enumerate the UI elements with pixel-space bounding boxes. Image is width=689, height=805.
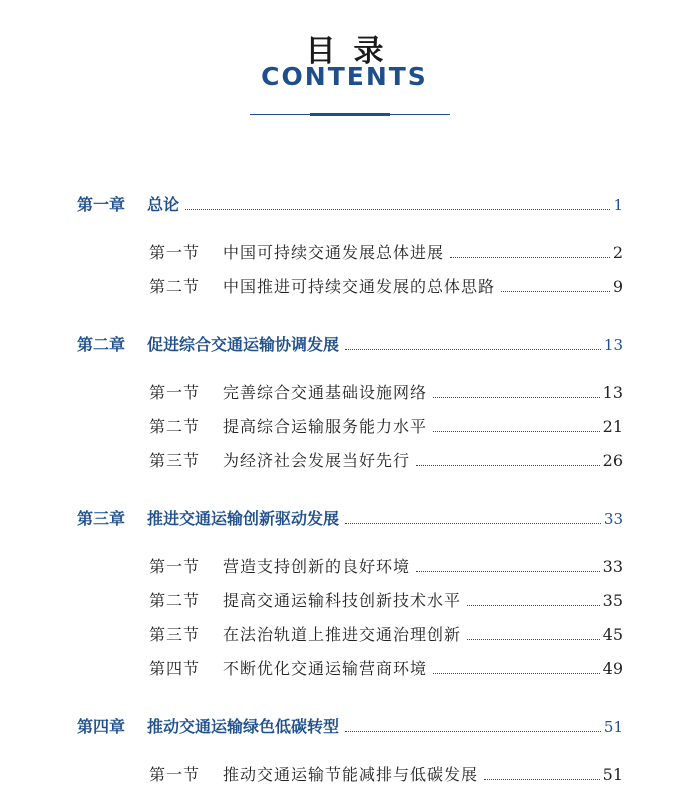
- section-label: 第一节: [149, 557, 201, 576]
- toc-chapter-1[interactable]: [77, 192, 623, 215]
- dot-leader: [467, 638, 600, 640]
- dot-leader: [345, 348, 601, 350]
- section-label: 第一节: [149, 765, 201, 784]
- page-number: 35: [602, 591, 623, 610]
- page-number: 13: [602, 383, 623, 402]
- section-label: 第二节: [149, 417, 201, 436]
- page-number: 2: [612, 243, 623, 262]
- toc-section[interactable]: [149, 762, 623, 785]
- dot-leader: [467, 604, 600, 606]
- section-label: 第一节: [149, 383, 201, 402]
- page-number: 13: [603, 336, 623, 354]
- dot-leader: [416, 570, 600, 572]
- page-number: 21: [602, 417, 623, 436]
- section-label: 第二节: [149, 277, 201, 296]
- chapter-label: 第二章: [77, 335, 126, 354]
- section-title: 在法治轨道上推进交通治理创新: [223, 625, 462, 644]
- page-number: 33: [602, 557, 623, 576]
- section-label: 第三节: [149, 451, 201, 470]
- page-number: 51: [603, 718, 623, 736]
- toc-section[interactable]: [149, 380, 623, 403]
- page-number: 26: [602, 451, 623, 470]
- dot-leader: [501, 290, 610, 292]
- chapter-title: 促进综合交通运输协调发展: [147, 335, 340, 354]
- section-label: 第三节: [149, 625, 201, 644]
- section-title: 完善综合交通基础设施网络: [223, 383, 428, 402]
- section-title: 不断优化交通运输营商环境: [223, 659, 428, 678]
- section-title: 营造支持创新的良好环境: [223, 557, 411, 576]
- title-divider-accent: [310, 113, 390, 116]
- toc-chapter-2[interactable]: [77, 332, 623, 355]
- chapter-title: 推动交通运输绿色低碳转型: [147, 717, 340, 736]
- page-number: 51: [602, 765, 623, 784]
- section-title: 中国推进可持续交通发展的总体思路: [223, 277, 496, 296]
- page-number: 45: [602, 625, 623, 644]
- dot-leader: [450, 256, 610, 258]
- toc-section[interactable]: [149, 554, 623, 577]
- section-label: 第二节: [149, 591, 201, 610]
- section-title: 提高综合运输服务能力水平: [223, 417, 428, 436]
- toc-section[interactable]: [149, 274, 623, 297]
- section-title: 推动交通运输节能减排与低碳发展: [223, 765, 479, 784]
- chapter-label: 第三章: [77, 509, 126, 528]
- chapter-title: 推进交通运输创新驱动发展: [147, 509, 340, 528]
- section-label: 第一节: [149, 243, 201, 262]
- dot-leader: [433, 672, 600, 674]
- toc-chapter-3[interactable]: [77, 506, 623, 529]
- section-title: 为经济社会发展当好先行: [223, 451, 411, 470]
- dot-leader: [345, 730, 601, 732]
- toc-chapter-4[interactable]: [77, 714, 623, 737]
- toc-section[interactable]: [149, 414, 623, 437]
- toc-section[interactable]: [149, 588, 623, 611]
- page-title: 目录: [305, 34, 402, 69]
- section-label: 第四节: [149, 659, 201, 678]
- page-number: 1: [613, 196, 623, 214]
- chapter-label: 第四章: [77, 717, 126, 736]
- dot-leader: [345, 522, 601, 524]
- dot-leader: [185, 208, 610, 210]
- chapter-title: 总论: [147, 195, 180, 214]
- toc-section[interactable]: [149, 656, 623, 679]
- chapter-label: 第一章: [77, 195, 126, 214]
- page-number: 9: [612, 277, 623, 296]
- page-number: 49: [602, 659, 623, 678]
- dot-leader: [433, 396, 600, 398]
- page-number: 33: [603, 510, 623, 528]
- toc-section[interactable]: [149, 622, 623, 645]
- dot-leader: [433, 430, 600, 432]
- page-subtitle: CONTENTS: [261, 62, 428, 91]
- dot-leader: [484, 778, 600, 780]
- toc-section[interactable]: [149, 448, 623, 471]
- section-title: 中国可持续交通发展总体进展: [223, 243, 445, 262]
- dot-leader: [416, 464, 600, 466]
- section-title: 提高交通运输科技创新技术水平: [223, 591, 462, 610]
- toc-section[interactable]: [149, 240, 623, 263]
